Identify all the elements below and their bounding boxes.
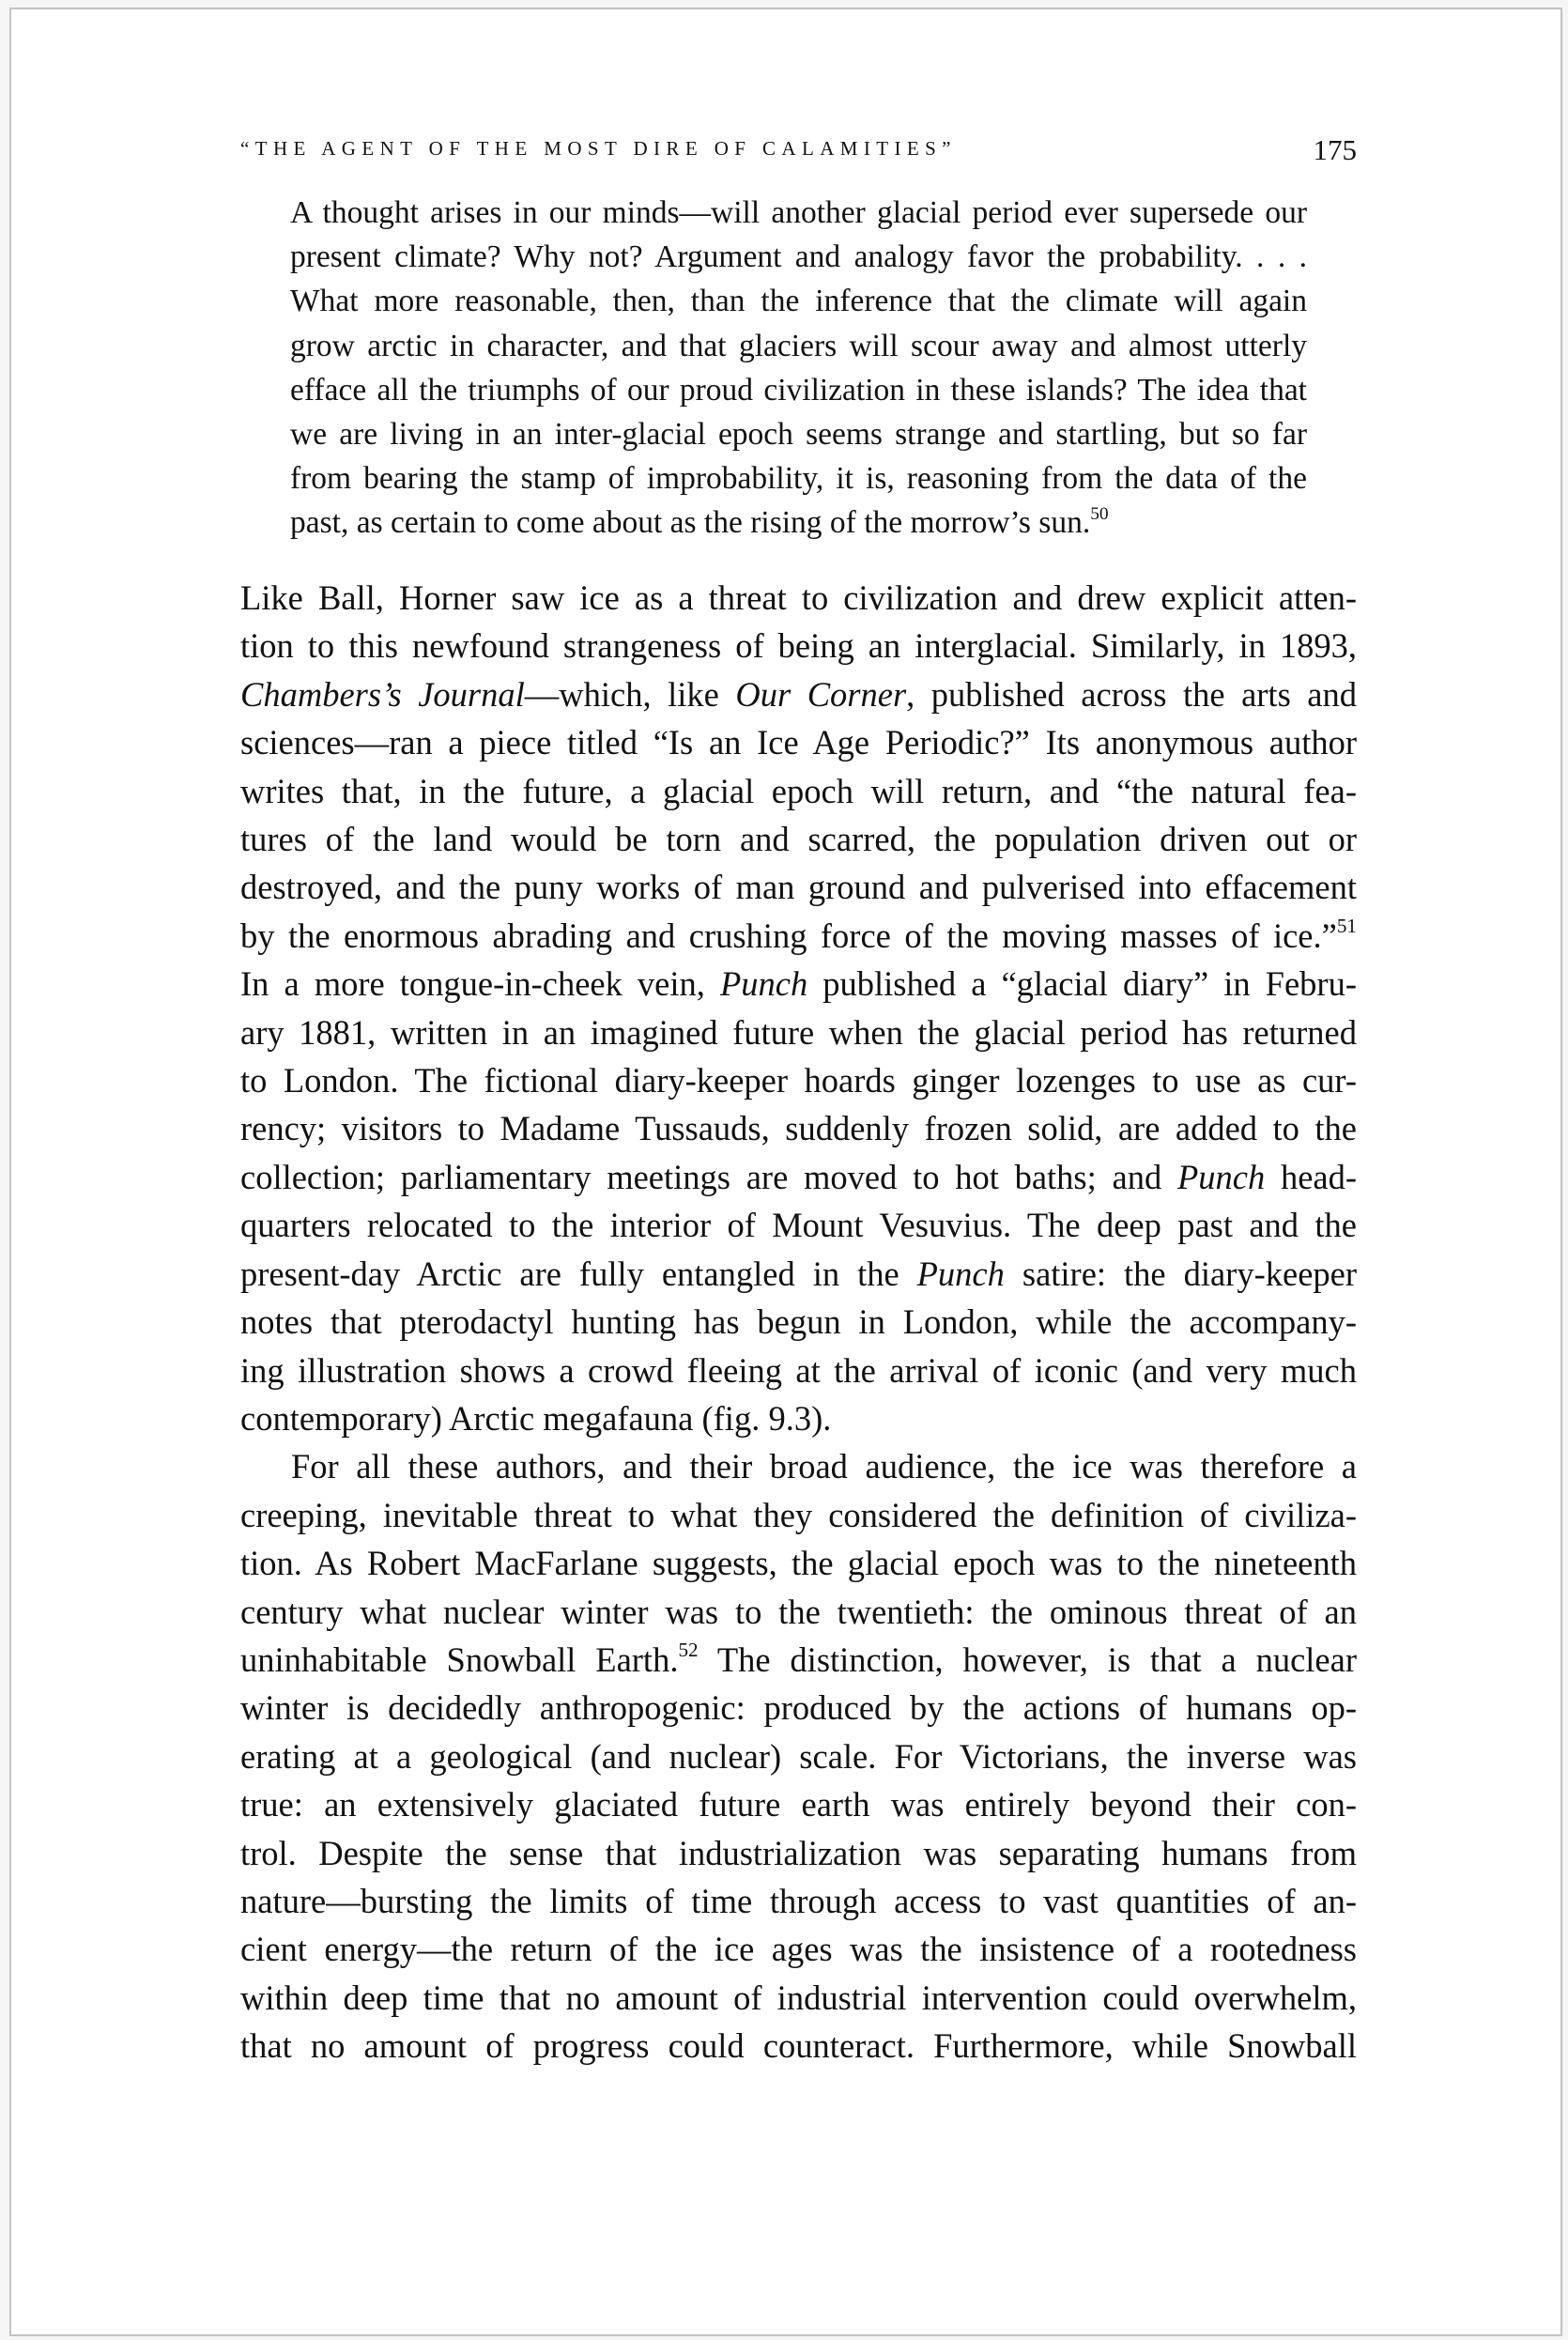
quote-line-text: past, as certain to come about as the rising of the morrow’s sun. (290, 505, 1091, 541)
body-text (240, 574, 1357, 2071)
body-text-run: In a more tongue-in-cheek vein, (240, 964, 720, 1004)
body-text-run: —which, like (524, 674, 736, 714)
title-punch: Punch (719, 964, 808, 1004)
body-line: Like Ball, Horner saw ice as a threat to civilization and drew explicit atten- (240, 578, 1357, 617)
body-line: writes that, in the future, a glacial epoch will return, and “the natural fea- (240, 771, 1357, 810)
body-line (240, 1250, 1357, 1298)
body-line: For all these authors, and their broad audience, the ice was therefore a (291, 1447, 1357, 1486)
body-line: tion to this newfound strangeness of being an interglacial. Similarly, in 1893, (240, 626, 1357, 666)
body-text-run: present-day Arctic are fully entangled in the (240, 1254, 917, 1293)
title-punch: Punch (916, 1254, 1005, 1293)
body-line: winter is decidedly anthropogenic: produced by the actions of humans op- (240, 1688, 1357, 1728)
page-number: 175 (1313, 133, 1357, 166)
body-line: sciences—ran a piece titled “Is an Ice Age Periodic?” Its anonymous author (240, 723, 1357, 762)
body-line: that no amount of progress could counteract. Furthermore, while Snowball (240, 2026, 1357, 2066)
body-line: nature—bursting the limits of time through access to vast quantities of an- (240, 1881, 1357, 1920)
body-line: ing illustration shows a crowd fleeing at the arrival of iconic (and very much (240, 1350, 1357, 1390)
title-punch: Punch (1176, 1157, 1266, 1196)
body-line: to London. The fictional diary-keeper hoards ginger lozenges to use as cur- (240, 1061, 1357, 1101)
quote-line: A thought arises in our minds—will another glacial period ever supersede our (290, 195, 1307, 230)
running-head (240, 133, 1357, 166)
body-text-run: , published across the arts and (906, 674, 1357, 714)
footnote-ref-52[interactable]: 52 (678, 1639, 699, 1662)
footnote-ref-51[interactable]: 51 (1336, 914, 1357, 937)
book-page (9, 8, 1562, 2336)
body-line: rency; visitors to Madame Tussauds, suddenly frozen solid, are added to the (240, 1109, 1357, 1148)
block-quote (290, 191, 1307, 546)
body-line: creeping, inevitable threat to what they considered the definition of civiliza- (240, 1495, 1357, 1534)
body-line: contemporary) Arctic megafauna (fig. 9.3). (240, 1398, 832, 1438)
body-line (240, 1636, 1357, 1684)
body-line: ary 1881, written in an imagined future when the glacial period has returned (240, 1012, 1357, 1052)
body-line: tion. As Robert MacFarlane suggests, the glacial epoch was to the nineteenth (240, 1544, 1357, 1583)
body-line: true: an extensively glaciated future earth was entirely beyond their con- (240, 1785, 1357, 1824)
body-line: century what nuclear winter was to the twentieth: the ominous threat of an (240, 1592, 1357, 1631)
running-title: “THE AGENT OF THE MOST DIRE OF CALAMITIES” (240, 137, 957, 160)
body-line: within deep time that no amount of industrial intervention could overwhelm, (240, 1978, 1357, 2017)
body-line: destroyed, and the puny works of man ground and pulverised into effacement (240, 868, 1357, 907)
body-line: tures of the land would be torn and scarred, the population driven out or (240, 820, 1357, 859)
body-line: cient energy—the return of the ice ages was the insistence of a rootedness (240, 1930, 1357, 1969)
quote-line: present climate? Why not? Argument and analogy favor the probability. . . . (290, 239, 1307, 275)
body-text-run: The distinction, however, is that a nuclear (698, 1640, 1357, 1679)
title-our-corner: Our Corner (735, 674, 907, 714)
body-text-run: collection; parliamentary meetings are moved to hot baths; and (240, 1157, 1177, 1196)
body-text-run: uninhabitable Snowball Earth. (240, 1640, 679, 1679)
quote-line: efface all the triumphs of our proud civilization in these islands? The idea that (290, 372, 1307, 408)
quote-line (290, 500, 1307, 545)
body-line (240, 960, 1357, 1008)
body-line (240, 670, 1357, 718)
body-line (240, 1153, 1357, 1201)
quote-line: What more reasonable, then, than the inference that the climate will again (290, 284, 1307, 319)
body-line: quarters relocated to the interior of Mount Vesuvius. The deep past and the (240, 1206, 1357, 1245)
body-line: erating at a geological (and nuclear) scale. For Victorians, the inverse was (240, 1736, 1357, 1776)
title-chambers-journal: Chambers’s Journal (240, 674, 525, 714)
body-line: notes that pterodactyl hunting has begun in London, while the accompany- (240, 1302, 1357, 1342)
body-line (240, 912, 1357, 960)
body-line: trol. Despite the sense that industrialization was separating humans from (240, 1833, 1357, 1872)
body-text-run: head- (1265, 1157, 1357, 1196)
quote-line: we are living in an inter-glacial epoch seems strange and startling, but so far (290, 417, 1307, 453)
body-text-run: published a “glacial diary” in Febru- (807, 964, 1357, 1004)
quote-line: grow arctic in character, and that glaciers will scour away and almost utterly (290, 328, 1307, 363)
quote-line: from bearing the stamp of improbability, it is, reasoning from the data of the (290, 461, 1307, 497)
footnote-ref-50[interactable]: 50 (1090, 503, 1109, 524)
body-text-run: satire: the diary-keeper (1004, 1254, 1358, 1293)
body-text-run: by the enormous abrading and crushing force of the moving masses of ice.” (240, 916, 1337, 955)
